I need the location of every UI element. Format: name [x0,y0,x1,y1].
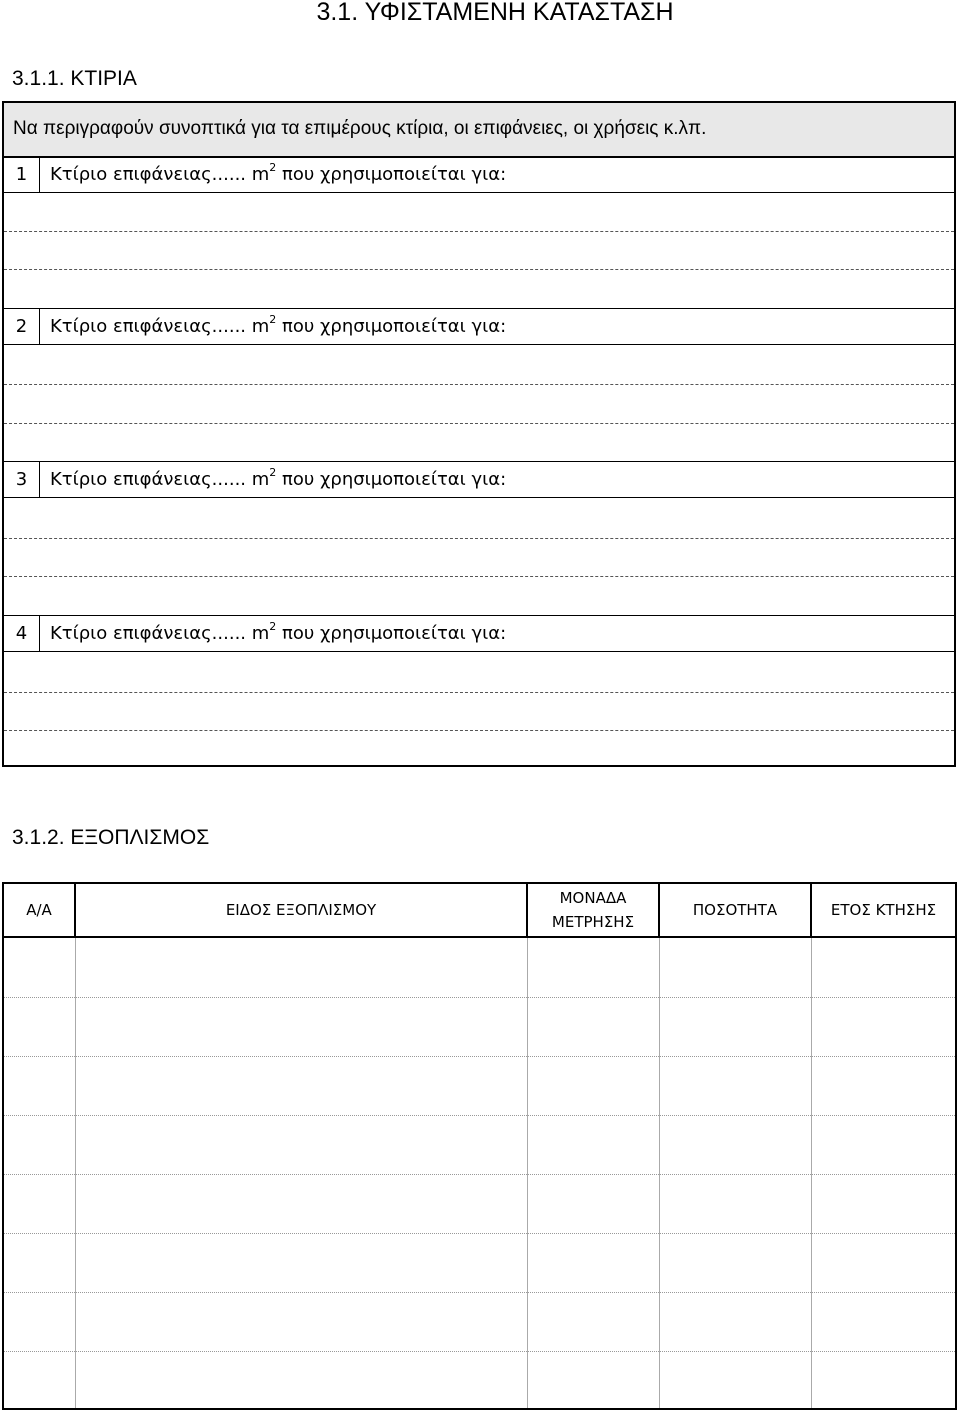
table-row[interactable] [4,1351,955,1352]
building-row-3 [4,461,954,498]
table-row[interactable] [4,1233,955,1234]
equipment-table-header [4,884,955,938]
fill-line[interactable] [4,269,954,270]
building-number: 2 [4,309,40,344]
column-divider [74,884,76,938]
column-header-unit: ΜΟΝΑΔΑ ΜΕΤΡΗΣΗΣ [551,889,635,931]
fill-line[interactable] [4,384,954,385]
buildings-form [2,101,956,767]
equipment-section-title: 3.1.2. ΕΞΟΠΛΙΣΜΟΣ [12,826,210,849]
fill-line[interactable] [4,730,954,731]
page-title: 3.1. ΥΦΙΣΤΑΜΕΝΗ ΚΑΤΑΣΤΑΣΗ [316,0,674,26]
column-header-quantity: ΠΟΣΟΤΗΤΑ [692,901,778,919]
building-row-4 [4,615,954,652]
building-number: 4 [4,616,40,651]
table-row[interactable] [4,1056,955,1057]
table-row[interactable] [4,1115,955,1116]
building-number: 1 [4,157,40,192]
buildings-section-title: 3.1.1. ΚΤΙΡΙΑ [12,67,137,90]
building-description: Κτίριο επιφάνειας...... $m^2$ που χρησιμοποιείται για: [50,620,507,644]
column-divider [526,884,528,938]
column-divider [811,938,812,1408]
column-divider [527,938,528,1408]
fill-line[interactable] [4,423,954,424]
fill-line[interactable] [4,692,954,693]
column-header-aa: Α/Α [26,901,52,919]
table-row[interactable] [4,1174,955,1175]
column-divider [810,884,812,938]
building-row-2 [4,308,954,345]
building-number: 3 [4,462,40,497]
column-header-year: ΕΤΟΣ ΚΤΗΣΗΣ [830,901,937,919]
column-header-equipment-type: ΕΙΔΟΣ ΕΞΟΠΛΙΣΜΟΥ [225,901,377,919]
table-row[interactable] [4,1292,955,1293]
building-description: Κτίριο επιφάνειας...... $m^2$ που χρησιμοποιείται για: [50,313,507,337]
building-description: Κτίριο επιφάνειας...... $m^2$ που χρησιμοποιείται για: [50,466,507,490]
building-description: Κτίριο επιφάνειας...... $m^2$ που χρησιμοποιείται για: [50,161,507,185]
building-row-1 [4,156,954,193]
fill-line[interactable] [4,231,954,232]
column-divider [75,938,76,1408]
buildings-instruction: Να περιγραφούν συνοπτικά για τα επιμέρους κτίρια, οι επιφάνειες, οι χρήσεις κ.λπ. [4,103,954,158]
fill-line[interactable] [4,538,954,539]
column-divider [659,938,660,1408]
equipment-table [2,882,957,1410]
column-divider [658,884,660,938]
table-row[interactable] [4,997,955,998]
fill-line[interactable] [4,576,954,577]
